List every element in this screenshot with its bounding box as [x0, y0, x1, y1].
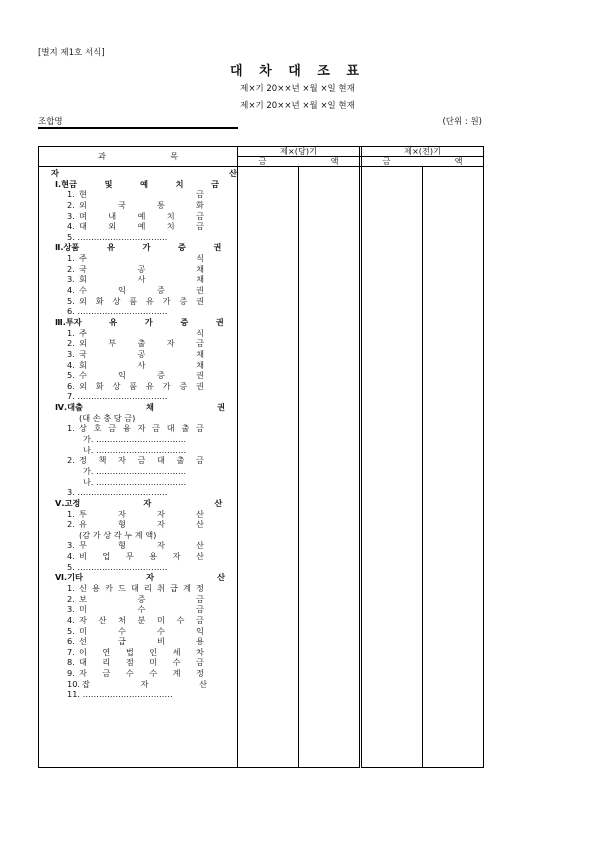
prior-amount-header: 금 액	[362, 157, 484, 167]
account-item: 5. 외 화 상 품 유 가 증 권	[67, 295, 204, 306]
account-item: 6. 선 급 비 용	[67, 636, 204, 647]
account-item: 3. 국 공 채	[67, 348, 204, 359]
section-heading: Ⅳ.대 출 채 권	[55, 402, 225, 413]
prior-period-header: 제×(전)기	[362, 147, 484, 157]
account-item: 2. 국 공 채	[67, 263, 204, 274]
section-heading: Ⅵ.기 타 자 산	[55, 572, 226, 583]
account-item: 10. 잡 자 산	[67, 678, 207, 689]
account-item: 1. 투 자 자 산	[67, 508, 204, 519]
account-item: 5. 수 익 증 권	[67, 370, 204, 381]
account-item: 4. 자 산 처 분 미 수 금	[67, 614, 204, 625]
account-item: 1. 신 용 카 드 대 리 취 급 계 정	[67, 582, 204, 593]
account-item: 1. 주 식	[67, 253, 204, 264]
account-item: (감 가 상 각 누 계 액)	[79, 529, 157, 540]
prior-amount-col-b	[423, 167, 484, 768]
section-heading: Ⅱ.상 품 유 가 증 권	[55, 242, 222, 253]
account-item: 5. ……………………………	[67, 231, 168, 242]
account-item: 4. 비 업 무 용 자 산	[67, 551, 204, 562]
account-item: 나. ……………………………	[83, 444, 187, 455]
account-item: 3. 회 사 채	[67, 274, 204, 285]
account-item: 3. 무 형 자 산	[67, 540, 204, 551]
account-item: 9. 자 금 수 수 계 정	[67, 668, 204, 679]
document-title: 대 차 대 조 표	[230, 64, 365, 79]
section-heading: Ⅰ.현 금 및 예 치 금	[55, 178, 220, 189]
association-underline	[38, 127, 238, 129]
account-item: 3. 미 수 금	[67, 604, 204, 615]
account-item: 4. 대 외 예 치 금	[67, 221, 204, 232]
current-period-header: 제×(당)기	[238, 147, 360, 157]
account-item: 8. 대 리 점 미 수 금	[67, 657, 204, 668]
section-assets: 자 산	[51, 168, 237, 178]
account-item: 3. 며 내 예 치 금	[67, 210, 204, 221]
account-item: 4. 회 사 채	[67, 359, 204, 370]
account-item: 5. ……………………………	[67, 561, 168, 572]
unit-label: (단위 : 원)	[442, 117, 482, 127]
section-heading: Ⅲ.투 자 유 가 증 권	[55, 316, 224, 327]
account-item: 2. 외 부 출 자 금	[67, 338, 204, 349]
account-item: 6. ……………………………	[67, 306, 168, 317]
account-item: 11. ……………………………	[67, 689, 173, 700]
current-amount-col-a	[238, 167, 299, 768]
account-item: 1. 주 식	[67, 327, 204, 338]
account-item: 4. 수 익 증 권	[67, 285, 204, 296]
account-item: 7. 이 연 법 인 세 차	[67, 646, 204, 657]
period-prior: 제×기 20××년 ×월 ×일 현재	[240, 101, 355, 111]
prior-amount-col-a	[362, 167, 423, 768]
account-item: 가. ……………………………	[83, 434, 187, 445]
period-current: 제×기 20××년 ×월 ×일 현재	[240, 84, 355, 94]
account-item: 2. 외 국 통 화	[67, 199, 204, 210]
section-heading: Ⅴ.고 정 자 산	[55, 497, 223, 508]
subject-header: 과 목	[39, 147, 238, 167]
current-amount-header: 금 액	[238, 157, 360, 167]
account-item: (대 손 충 당 금)	[79, 412, 136, 423]
account-items-column	[39, 167, 238, 768]
account-item: 2. 정 책 자 금 대 출 금	[67, 455, 204, 466]
account-item: 1. 현 금	[67, 189, 204, 200]
account-item: 1. 상 호 금 융 자 금 대 출 금	[67, 423, 204, 434]
account-item: 2. 유 형 자 산	[67, 519, 204, 530]
account-item: 5. 미 수 수 익	[67, 625, 204, 636]
balance-sheet-table	[38, 146, 484, 768]
account-item: 나. ……………………………	[83, 476, 187, 487]
account-item: 2. 보 증 금	[67, 593, 204, 604]
account-item: 7. ……………………………	[67, 391, 168, 402]
account-item: 6. 외 화 상 품 유 가 증 권	[67, 380, 204, 391]
account-item: 3. ……………………………	[67, 487, 168, 498]
current-amount-col-b	[299, 167, 360, 768]
form-number: [별지 제1호 서식]	[38, 48, 105, 58]
association-name-label: 조합명	[38, 117, 63, 127]
account-item: 가. ……………………………	[83, 465, 187, 476]
